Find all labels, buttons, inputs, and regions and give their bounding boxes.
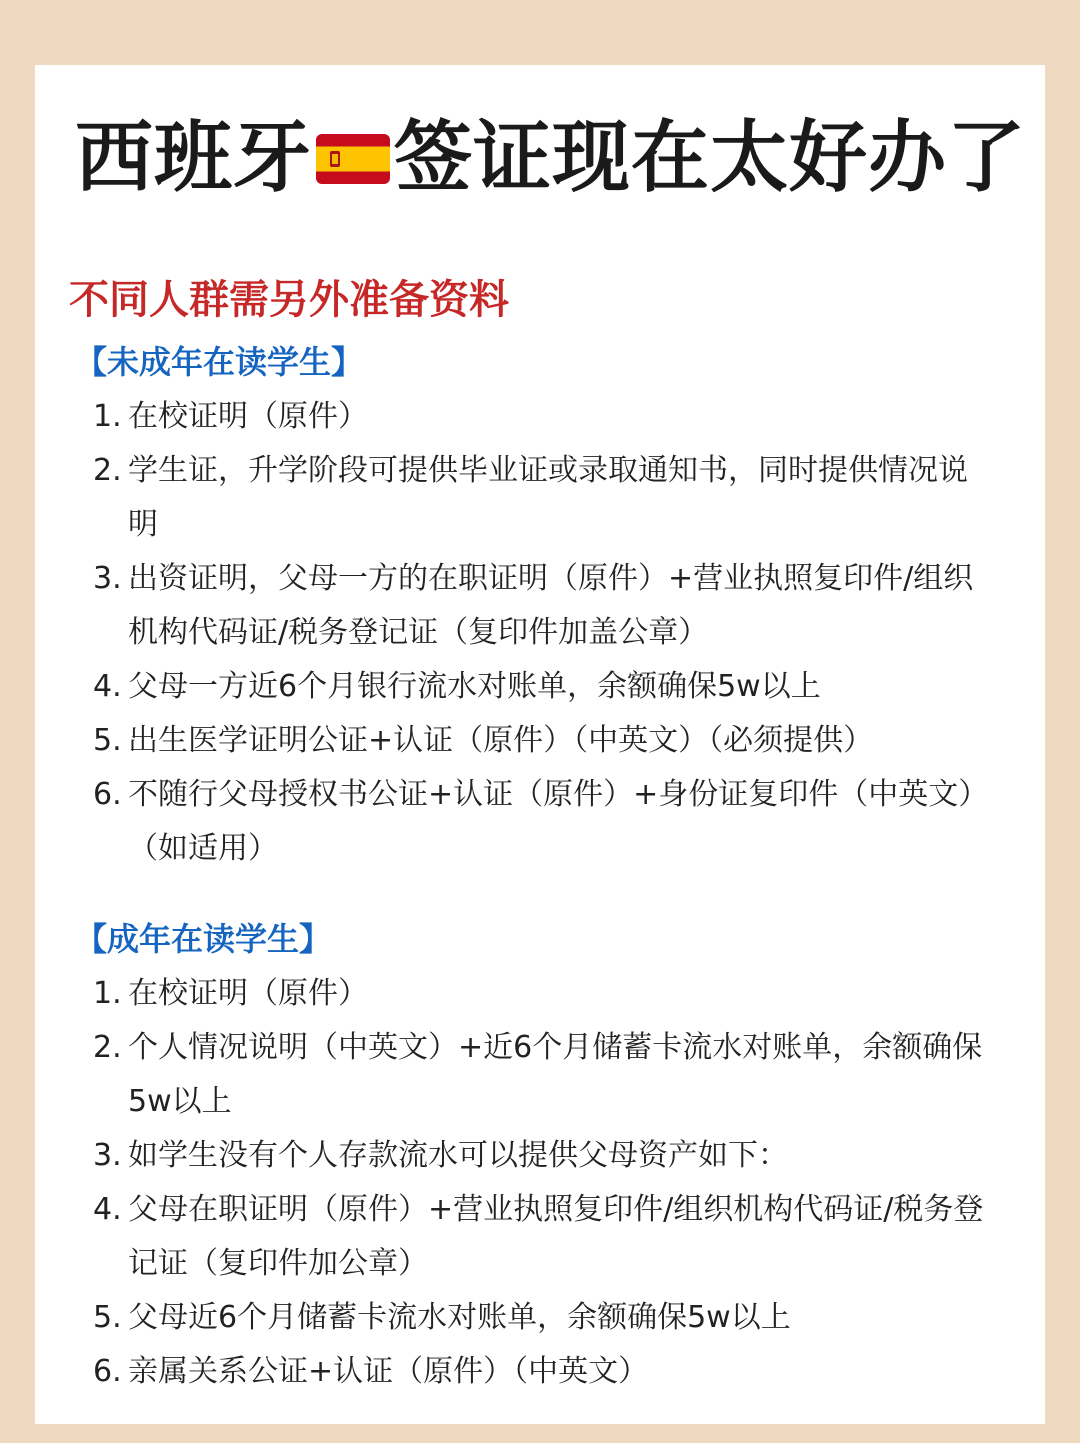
list-item — [93, 1345, 993, 1399]
item-text: 亲属关系公证+认证（原件）（中英文） — [128, 1354, 649, 1389]
item-text: 在校证明（原件） — [128, 399, 368, 434]
item-number: 6. — [93, 1354, 122, 1389]
list-item — [93, 1021, 993, 1129]
list-item — [93, 714, 993, 768]
item-text: 父母在职证明（原件）+营业执照复印件/组织机构代码证/税务登记证（复印件加公章） — [128, 1192, 984, 1281]
list-item — [93, 1291, 993, 1345]
list-item — [93, 552, 993, 660]
list-item — [93, 660, 993, 714]
item-text: 父母一方近6个月银行流水对账单，余额确保5w以上 — [128, 669, 821, 704]
content-card — [35, 65, 1045, 1424]
item-text: 如学生没有个人存款流水可以提供父母资产如下： — [128, 1138, 788, 1173]
list-item — [93, 967, 993, 1021]
item-text: 父母近6个月储蓄卡流水对账单，余额确保5w以上 — [128, 1300, 791, 1335]
item-text: 不随行父母授权书公证+认证（原件）+身份证复印件（中英文）（如适用） — [128, 777, 989, 866]
item-number: 1. — [93, 976, 122, 1011]
list-item — [93, 768, 993, 876]
page-title — [75, 113, 1027, 203]
item-number: 3. — [93, 1138, 122, 1173]
section-title: 不同人群需另外准备资料 — [69, 277, 509, 323]
item-number: 5. — [93, 723, 122, 758]
list-item — [93, 1129, 993, 1183]
spain-flag-icon — [316, 134, 390, 184]
item-text: 个人情况说明（中英文）+近6个月储蓄卡流水对账单，余额确保5w以上 — [128, 1030, 983, 1119]
item-number: 6. — [93, 777, 122, 812]
item-text: 在校证明（原件） — [128, 976, 368, 1011]
group-header-adult-students: 【成年在读学生】 — [75, 920, 332, 958]
item-text: 出生医学证明公证+认证（原件）（中英文）（必须提供） — [128, 723, 874, 758]
item-number: 5. — [93, 1300, 122, 1335]
title-text-part1: 西班牙 — [75, 113, 313, 203]
list-item — [93, 444, 993, 552]
title-text-part2: 签证现在太好办了 — [394, 113, 1027, 203]
item-text: 出资证明，父母一方的在职证明（原件）+营业执照复印件/组织机构代码证/税务登记证（复印件加盖公章） — [128, 561, 974, 650]
group-header-minor-students: 【未成年在读学生】 — [75, 343, 364, 381]
item-number: 1. — [93, 399, 122, 434]
item-number: 2. — [93, 453, 122, 488]
list-item — [93, 1183, 993, 1291]
item-text: 学生证，升学阶段可提供毕业证或录取通知书，同时提供情况说明 — [128, 453, 968, 542]
list-item — [93, 390, 993, 444]
item-number: 2. — [93, 1030, 122, 1065]
item-number: 4. — [93, 1192, 122, 1227]
item-number: 4. — [93, 669, 122, 704]
item-number: 3. — [93, 561, 122, 596]
